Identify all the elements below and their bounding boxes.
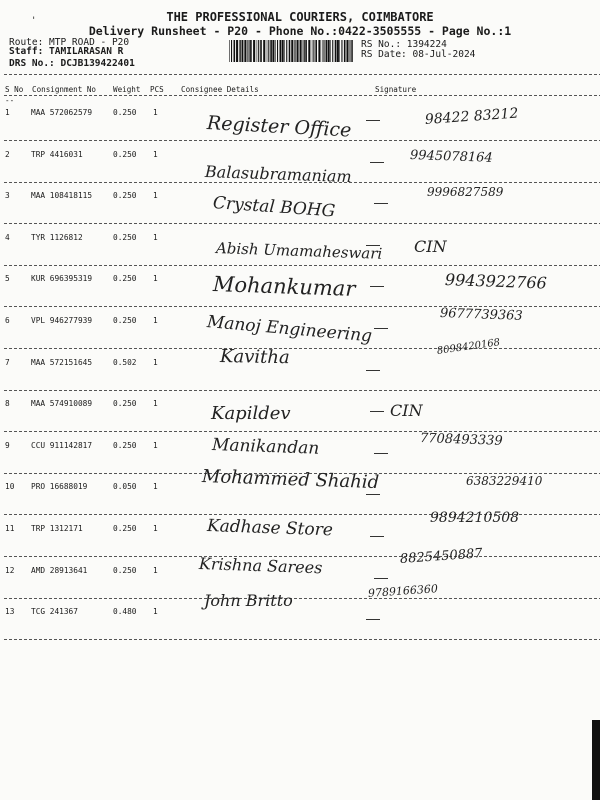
handwritten-dash xyxy=(374,203,388,204)
row-consignee-handwritten: Mohammed Shahid xyxy=(201,466,380,494)
row-consignment-no: MAA 574910089 xyxy=(31,399,93,409)
rs-number: RS No.: 1394224 xyxy=(361,39,447,50)
col-pcs: PCS xyxy=(150,85,164,94)
barcode-bar xyxy=(263,40,265,62)
row-weight: 0.250 xyxy=(113,524,137,533)
barcode-bar xyxy=(346,40,348,62)
barcode-bar xyxy=(305,40,307,62)
row-consignment-no: PRO 16688019 xyxy=(31,482,88,492)
barcode-bar xyxy=(350,40,351,62)
barcode-bar xyxy=(303,40,304,62)
row-sno: 4 xyxy=(5,232,10,242)
barcode-bar xyxy=(300,40,302,62)
barcode-bar xyxy=(344,40,346,62)
drs-number: DRS No.: DCJB139422401 xyxy=(9,58,135,69)
row-separator xyxy=(4,140,600,141)
row-separator xyxy=(4,598,600,599)
handwritten-dash xyxy=(366,494,380,495)
row-consignment-no: TYR 1126812 xyxy=(31,232,83,242)
barcode-bar xyxy=(322,40,323,62)
row-weight: 0.050 xyxy=(113,482,137,492)
row-weight: 0.502 xyxy=(113,357,137,367)
barcode-bar xyxy=(234,40,236,62)
row-consignment-no: VPL 946277939 xyxy=(31,316,93,325)
row-signature-handwritten: 6383229410 xyxy=(466,474,543,489)
staff-text: Staff: TAMILARASAN R xyxy=(9,46,124,57)
barcode-bar xyxy=(328,40,330,62)
barcode-bar xyxy=(297,40,299,62)
barcode-bar xyxy=(286,40,287,62)
barcode-bar xyxy=(242,40,244,62)
barcode-bar xyxy=(315,40,317,62)
scan-mark: ' xyxy=(31,16,37,26)
row-pcs: 1 xyxy=(153,108,158,117)
barcode-bar xyxy=(258,40,259,62)
row-weight: 0.250 xyxy=(113,274,137,284)
barcode-bar xyxy=(244,40,246,62)
handwritten-dash xyxy=(366,120,380,121)
barcode-bar xyxy=(326,40,328,62)
row-consignment-no: CCU 911142817 xyxy=(31,440,93,450)
row-weight: 0.250 xyxy=(113,440,137,450)
row-separator xyxy=(4,639,600,640)
barcode-bar xyxy=(282,40,284,62)
row-weight: 0.250 xyxy=(113,565,137,575)
row-weight: 0.250 xyxy=(113,399,137,409)
row-consignee-handwritten: Kadhase Store xyxy=(206,516,334,541)
row-consignment-no: MAA 572151645 xyxy=(31,357,93,367)
row-consignment-no: AMD 28913641 xyxy=(31,565,88,575)
rs-date: RS Date: 08-Jul-2024 xyxy=(361,49,476,60)
barcode-bar xyxy=(294,40,295,62)
row-pcs: 1 xyxy=(153,357,158,367)
barcode-bar xyxy=(268,40,269,62)
barcode-bar xyxy=(231,40,232,62)
row-consignee-handwritten: John Britto xyxy=(204,591,293,611)
row-pcs: 1 xyxy=(153,565,158,575)
row-pcs: 1 xyxy=(153,191,158,201)
row-separator xyxy=(4,223,600,224)
barcode-bar xyxy=(352,40,353,62)
row-sno: 5 xyxy=(5,274,10,284)
row-pcs: 1 xyxy=(153,524,158,533)
barcode-bar xyxy=(275,40,276,62)
row-signature-handwritten: CIN xyxy=(414,236,447,256)
row-pcs: 1 xyxy=(153,440,158,450)
row-pcs: 1 xyxy=(153,482,158,492)
barcode-bar xyxy=(289,40,291,62)
barcode-bar xyxy=(291,40,293,62)
row-consignment-no: TCG 241367 xyxy=(31,607,78,617)
row-consignment-no: MAA 108418115 xyxy=(31,191,93,201)
row-pcs: 1 xyxy=(153,149,158,159)
header-rule-bottom xyxy=(4,95,600,96)
row-sno: 10 xyxy=(5,482,15,492)
row-signature-handwritten: 9945078164 xyxy=(409,147,493,166)
handwritten-dash xyxy=(374,328,388,329)
row-sno: 2 xyxy=(5,149,10,159)
row-consignee-handwritten: Abish Umamaheswari xyxy=(215,238,383,263)
barcode-bar xyxy=(260,40,262,62)
row-consignment-no: KUR 696395319 xyxy=(31,274,93,284)
row-weight: 0.250 xyxy=(113,149,137,159)
row-signature-handwritten: 9789166360 xyxy=(367,582,439,601)
row-consignment-no: TRP 4416031 xyxy=(31,149,83,159)
barcode-bar xyxy=(250,40,252,62)
barcode-bar xyxy=(312,40,313,62)
barcode-bar xyxy=(335,40,337,62)
barcode-bar xyxy=(330,40,331,62)
company-title: THE PROFESSIONAL COURIERS, COIMBATORE xyxy=(166,10,434,24)
header-rule-top xyxy=(4,74,600,75)
row-sno: 1 xyxy=(5,108,10,117)
barcode-bar xyxy=(257,40,258,62)
row-pcs: 1 xyxy=(153,399,158,409)
route-text: Route: MTP ROAD - P20 xyxy=(9,37,130,48)
row-weight: 0.250 xyxy=(113,316,137,325)
handwritten-dash xyxy=(366,245,380,246)
row-consignee-handwritten: Manikandan xyxy=(211,434,320,459)
handwritten-dash xyxy=(374,578,388,579)
row-signature-handwritten: 8825450887 xyxy=(399,545,484,567)
row-consignee-handwritten: Register Office xyxy=(206,112,352,142)
row-signature-handwritten: 9943922766 xyxy=(444,270,548,293)
handwritten-dash xyxy=(370,536,384,537)
barcode-bar xyxy=(240,40,241,62)
barcode xyxy=(229,40,353,62)
barcode-bar xyxy=(239,40,240,62)
row-weight: 0.250 xyxy=(113,108,137,117)
row-separator xyxy=(4,348,600,349)
col-consignment: Consignment No xyxy=(32,85,97,94)
handwritten-dash xyxy=(374,453,388,454)
row-weight: 0.250 xyxy=(113,232,137,242)
handwritten-dash xyxy=(370,411,384,412)
row-pcs: 1 xyxy=(153,274,158,284)
runsheet-title: Delivery Runsheet - P20 - Phone No.:0422-3505555 - Page No.:1 xyxy=(88,24,512,38)
row-signature-handwritten: 9677739363 xyxy=(439,306,523,324)
row-signature-handwritten: CIN xyxy=(390,401,423,421)
row-consignee-handwritten: Kapildev xyxy=(211,403,291,425)
barcode-bar xyxy=(308,40,310,62)
col-consignee: Consignee Details xyxy=(181,85,259,94)
row-consignee-handwritten: Kavitha xyxy=(219,345,290,368)
barcode-bar xyxy=(339,40,340,62)
row-sno: 6 xyxy=(5,316,10,325)
handwritten-dash xyxy=(370,162,384,163)
barcode-bar xyxy=(247,40,248,62)
row-consignee-handwritten: Balasubramaniam xyxy=(204,161,352,186)
barcode-bar xyxy=(270,40,272,62)
row-separator xyxy=(4,431,600,432)
col-sno-underline: -- xyxy=(5,96,15,105)
row-sno: 3 xyxy=(5,191,10,201)
row-separator xyxy=(4,182,600,183)
row-pcs: 1 xyxy=(153,607,158,617)
row-consignee-handwritten: Mohankumar xyxy=(212,272,356,302)
scan-edge xyxy=(592,720,600,800)
row-pcs: 1 xyxy=(153,232,158,242)
barcode-bar xyxy=(229,40,230,62)
barcode-bar xyxy=(323,40,324,62)
barcode-bar xyxy=(272,40,274,62)
row-consignment-no: MAA 572062579 xyxy=(31,108,93,117)
row-consignee-handwritten: Krishna Sarees xyxy=(198,553,323,577)
barcode-bar xyxy=(249,40,250,62)
row-sno: 8 xyxy=(5,399,10,409)
col-sno: S No xyxy=(5,85,24,94)
row-sno: 9 xyxy=(5,440,10,450)
row-signature-handwritten: 7708493339 xyxy=(419,430,503,449)
row-weight: 0.480 xyxy=(113,607,137,617)
row-sno: 11 xyxy=(5,524,15,533)
barcode-bar xyxy=(295,40,296,62)
row-signature-handwritten: 9894210508 xyxy=(430,510,520,526)
handwritten-dash xyxy=(366,370,380,371)
row-sno: 12 xyxy=(5,565,15,575)
row-signature-handwritten: 9996827589 xyxy=(427,185,504,200)
barcode-bar xyxy=(304,40,305,62)
row-sno: 7 xyxy=(5,357,10,367)
barcode-bar xyxy=(318,40,320,62)
handwritten-dash xyxy=(366,619,380,620)
barcode-bar xyxy=(332,40,333,62)
barcode-bar xyxy=(313,40,314,62)
row-consignment-no: TRP 1312171 xyxy=(31,524,83,533)
row-separator xyxy=(4,306,600,307)
barcode-bar xyxy=(351,40,352,62)
row-signature-handwritten: 8098420168 xyxy=(436,336,501,357)
row-sno: 13 xyxy=(5,607,15,617)
barcode-bar xyxy=(253,40,255,62)
barcode-bar xyxy=(236,40,238,62)
row-signature-handwritten: 98422 83212 xyxy=(424,105,519,128)
row-consignee-handwritten: Manoj Engineering xyxy=(206,312,373,347)
row-separator xyxy=(4,265,600,266)
col-weight: Weight xyxy=(113,85,141,94)
barcode-bar xyxy=(267,40,268,62)
barcode-bar xyxy=(284,40,285,62)
barcode-bar xyxy=(277,40,278,62)
col-signature: Signature xyxy=(375,85,417,94)
row-separator xyxy=(4,390,600,391)
barcode-bar xyxy=(280,40,282,62)
row-pcs: 1 xyxy=(153,316,158,325)
barcode-bar xyxy=(341,40,342,62)
row-consignee-handwritten: Crystal BOHG xyxy=(212,193,336,222)
handwritten-dash xyxy=(370,286,384,287)
barcode-bar xyxy=(337,40,339,62)
row-weight: 0.250 xyxy=(113,191,137,201)
